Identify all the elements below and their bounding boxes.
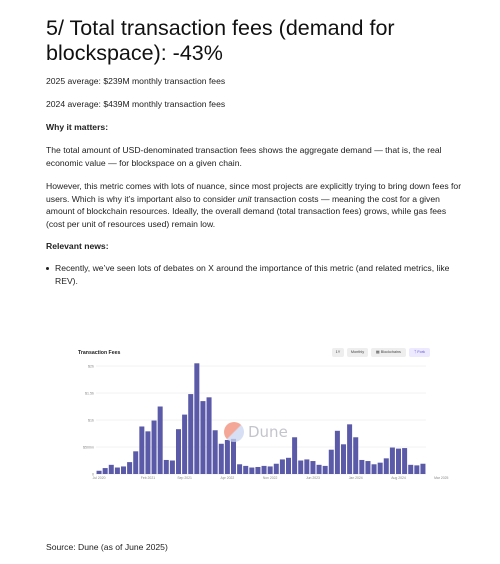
- bar: [286, 458, 291, 474]
- x-tick-label: Aug 2024: [391, 476, 406, 480]
- bar: [323, 466, 328, 474]
- why-it-matters-heading: Why it matters:: [46, 122, 109, 132]
- bar: [207, 397, 212, 474]
- chart-plot: [74, 344, 449, 489]
- bar: [121, 466, 126, 474]
- interval-monthly-button[interactable]: Monthly: [347, 348, 368, 357]
- y-tick-label: $2b: [88, 364, 94, 369]
- paragraph-demand: The total amount of USD-denominated transaction fees shows the aggregate demand — that is, the real economic value — for blockspace on a given chain.: [46, 145, 442, 168]
- bar: [213, 430, 218, 474]
- bar: [359, 460, 364, 474]
- bar: [353, 437, 358, 474]
- bar: [164, 460, 169, 474]
- chart-title: Transaction Fees: [78, 350, 121, 356]
- bar: [372, 464, 377, 474]
- source-note: Source: Dune (as of June 2025): [46, 542, 168, 552]
- bar: [390, 448, 395, 474]
- bar: [225, 440, 230, 474]
- bar: [341, 444, 346, 474]
- watermark-text: Dune: [248, 423, 288, 441]
- fork-button[interactable]: ᛉ Fork: [409, 348, 430, 357]
- bar: [280, 459, 285, 474]
- x-tick-label: Mar 2025: [434, 476, 449, 480]
- emphasis-unit: unit: [237, 193, 252, 204]
- transaction-fees-chart: [74, 344, 449, 489]
- bar: [139, 426, 144, 474]
- bar: [408, 465, 413, 474]
- x-tick-label: Sep 2021: [177, 476, 192, 480]
- y-tick-label: $1.5b: [85, 391, 94, 396]
- bar: [335, 431, 340, 474]
- blockchains-button[interactable]: ▦ Blockchains: [371, 348, 406, 357]
- bar: [188, 394, 193, 474]
- bar: [329, 450, 334, 474]
- bar: [396, 449, 401, 474]
- bar: [133, 451, 138, 474]
- bar: [219, 444, 224, 474]
- bar: [347, 424, 352, 474]
- bar: [317, 465, 322, 474]
- grid-icon: ▦: [376, 350, 380, 354]
- bar: [127, 462, 132, 474]
- bar: [310, 461, 315, 474]
- bar: [115, 468, 120, 474]
- bar: [103, 468, 108, 474]
- bar: [200, 401, 205, 474]
- dune-logo: [224, 422, 244, 442]
- relevant-news-heading: Relevant news:: [46, 241, 109, 251]
- bar: [237, 464, 242, 474]
- bar: [182, 415, 187, 474]
- bar: [170, 461, 175, 475]
- y-tick-label: $500m: [83, 445, 94, 450]
- bar: [304, 459, 309, 474]
- x-tick-label: Jul 2020: [92, 476, 106, 480]
- x-tick-label: Apr 2022: [220, 476, 235, 480]
- range-1y-button[interactable]: 1Y: [332, 348, 344, 357]
- x-tick-label: Nov 2022: [262, 476, 278, 480]
- bar: [402, 448, 407, 474]
- bar: [384, 458, 389, 474]
- bar: [152, 421, 157, 474]
- news-item-text: Recently, we’ve seen lots of debates on X around the importance of this metric (and related metrics, like REV).: [55, 263, 450, 286]
- bar: [97, 471, 102, 474]
- bar: [414, 465, 419, 474]
- bar: [420, 464, 425, 474]
- x-tick-label: Jan 2024: [348, 476, 363, 480]
- bar: [194, 363, 199, 474]
- bar: [145, 431, 150, 474]
- bullet-icon: [46, 267, 49, 270]
- bar: [268, 466, 273, 474]
- bar: [378, 463, 383, 474]
- bar: [274, 464, 279, 474]
- fork-icon: ᛉ: [414, 350, 417, 354]
- x-tick-label: Feb 2021: [140, 476, 156, 480]
- dune-watermark: [224, 422, 304, 444]
- x-tick-label: Jun 2023: [305, 476, 320, 480]
- y-tick-label: 0: [92, 472, 94, 477]
- bar: [249, 468, 254, 474]
- paragraph-nuance: However, this metric comes with lots of nuance, since most projects are explicitly trying to bring down fees for users. Which is why it’s important also to consider unit transaction costs — meaning the cost for a given amount of blockchain resources. Ideally, the overall demand (total transaction fees) grows, while gas fees (cost per unit of resources used) remain low.: [46, 181, 462, 229]
- bar: [255, 467, 260, 474]
- article-title: 5/ Total transaction fees (demand for blockspace): -43%: [46, 16, 395, 65]
- bar: [298, 461, 303, 475]
- y-tick-label: $1b: [88, 418, 94, 423]
- bar: [262, 466, 267, 474]
- bar: [365, 461, 370, 474]
- bar: [176, 429, 181, 474]
- bar: [109, 465, 114, 474]
- average-2024: 2024 average: $439M monthly transaction fees: [46, 99, 226, 109]
- bar: [243, 466, 248, 474]
- bar: [158, 407, 163, 475]
- bar: [231, 439, 236, 474]
- average-2025: 2025 average: $239M monthly transaction fees: [46, 76, 226, 86]
